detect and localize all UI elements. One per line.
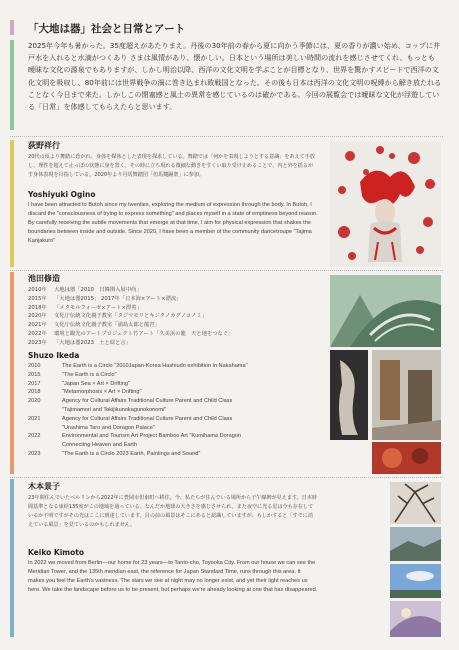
ogino-performance-photo [330,142,441,267]
kimoto-name-en: Keiko Kimoto [28,548,84,557]
ogino-name-en: Yoshiyuki Ogino [28,190,96,199]
history-row: "Urashima Taro and Doragon Palace" [62,424,155,431]
history-row: 2010 The Earth is a Circlo "2010Japan-Korea Hashiudo exhibition in Nakahama" [28,363,248,369]
kimoto-text-en: In 2022 we moved from Berlin—our home for 23 years—to Tanto-cho, Toyooka City. From our house we can see the Meridian Tower, and the 135th meridian east, the reference for Japan Standard Time, runs through this area. It makes you feel the Earth's vastness. The stars we see at night may no longer exist, and yet their light reaches us here. We take the landscape before us to be present, but perhaps we're already looking at one that has disappeared. [28,560,318,594]
ogino-text-jp: 20代の頃より舞踏に惹かれ、身体を媒体とした表現を探求している。舞踏では「何かを表現しようとする意識」をあえて手放し、理性を超えて止っぽの状態に身を置く。その時に立ち現れる微細な動きをすくい取り受け止めることで、内と外を揺るがす身体表現を目指している。2020年より丹馬舞踏団「但馬鑓踊衆」に参加。 [28,154,315,178]
history-row: 2010年 大地は器「2010 日韓関入展中尚」 [28,287,142,293]
divider [10,477,443,478]
ikeda-name-en: Shuzo Ikeda [28,351,80,360]
history-row: 2015年 「大地は器2015」 2017年「日本海×アート×漂流」 [28,295,182,302]
kimoto-accent-bar [10,479,14,637]
title-accent-bar [10,20,14,35]
history-row: 2021年 文化庁伝統文化親子教室「浦島太郎と龍宮」 [28,322,160,329]
kimoto-tree-branches-photo [390,482,441,524]
history-row: "Tajimamori and Tokijikunokagunokonomi" [62,406,167,413]
kimoto-landscape-photo [390,527,441,561]
history-row: 2023 "The Earth is a Circlo 2023 Earth, Paintings and Sound" [28,450,201,457]
history-row: 2018 "Metamorphosis × Art × Drifting" [28,389,142,396]
history-row: 2022年 環境と観光のアートプロジェクト竹アート「久美浜の龍 天と地をつなぐ」 [28,330,234,337]
history-row: 2017 "Japan Sea × Art × Drifting" [28,380,131,387]
kimoto-abstract-photo [390,601,441,637]
history-row: Connecting Heaven and Earth [62,442,137,449]
ikeda-name-jp: 池田修造 [28,274,60,283]
ogino-accent-bar [10,140,14,267]
history-row: 2023年 「大地は器2023 土と絵と言」 [28,339,132,346]
history-row: 2015 "The Earth is a Circlo" [28,371,117,378]
kimoto-text-jp: 23年間住んでいたベルリンから2022年に豊岡市但東町へ移住。今、私たちが住んでいる場所から子午線碑が見えます。日本時間基準となる東経135度がこの地域を通っている。なんだか地球の大きさを感じさせられ。また夜空に光る星は今も存在しているか不明ですがその光はここに到達しています。目の前の風景はそこにあると認識していますが、もしかすると「すでに消えている風景」を見ているのかもしれません。 [28,495,318,528]
history-row: 2018年 「メタモルフォーゼ×アート×漂着」 [28,304,142,311]
ikeda-history-jp [28,286,320,348]
intro-text: 2025年今年も暑かった。35度超えがあたりまえ。丹後の30年前の春から夏に向かう季節には、夏の香りが濃い始め、コップに井戸水を入れると水滴がつくあり さまは風情があり、懐かしい。日本という場所は美しい時間の流れを感じさせてくれ、もっとも曖昧な文化の源泉でもありますが、しかし明治以降、西洋の文化文明を学ぶことが目標となり、世界を驚かすスピードで西洋の文化文明を吸収し、80年前には世界戦争の渦に巻き込まれ敗戦国となった。その後も日本は西洋の文化文明の呪縛から解き放たれることなく今日まで来た。しかしこの閉塞感と風土の異常を感じているのは確かである。今回の展覧会では曖昧な文化が浮遊している「日常」を体感してもらえたらと思います。 [28,41,442,112]
divider [10,136,443,137]
kimoto-sky-photo [390,564,441,598]
ikeda-installation-photo [372,350,441,440]
kimoto-name-jp: 木本景子 [28,482,60,491]
history-row: 2022 Environmental and Tourism Art Project Bamboo Art "Kumihama Doragon [28,433,242,440]
history-row: 2020 Agency for Cultural Affairs Traditional Culture Parent and Child Class [28,398,233,405]
ogino-name-jp: 荻野祥行 [28,141,60,150]
ogino-text-en: I have been attracted to Butoh since my twenties, exploring the medium of expression through the body. In Butoh, I discard the "consciousness of trying to express something" and places myself in a state of emptiness beyond reason. By carefully receiving the subtle movements that emerge at that time, I aim for physical expression that shakes the boundaries between inside and outside. Since 2020, I have been a member of the community dancetroupe "Tajima Kanjakuro" [28,202,318,245]
history-row: 2021 Agency for Cultural Affairs Traditional Culture Parent and Child Class [28,415,233,422]
ikeda-history-en [28,362,320,459]
ikeda-red-art-photo [372,442,441,474]
divider [10,270,443,271]
intro-accent-bar [10,40,14,130]
ikeda-bamboo-art-photo [330,275,441,347]
page-title: 「大地は器」社会と日常とアート [28,23,186,35]
ikeda-sculpture-photo [330,350,368,440]
ikeda-accent-bar [10,272,14,474]
history-row: 2020年 文化庁伝統文化親子教室「タジマモリとキジクノカグノコノミ」 [28,313,207,320]
